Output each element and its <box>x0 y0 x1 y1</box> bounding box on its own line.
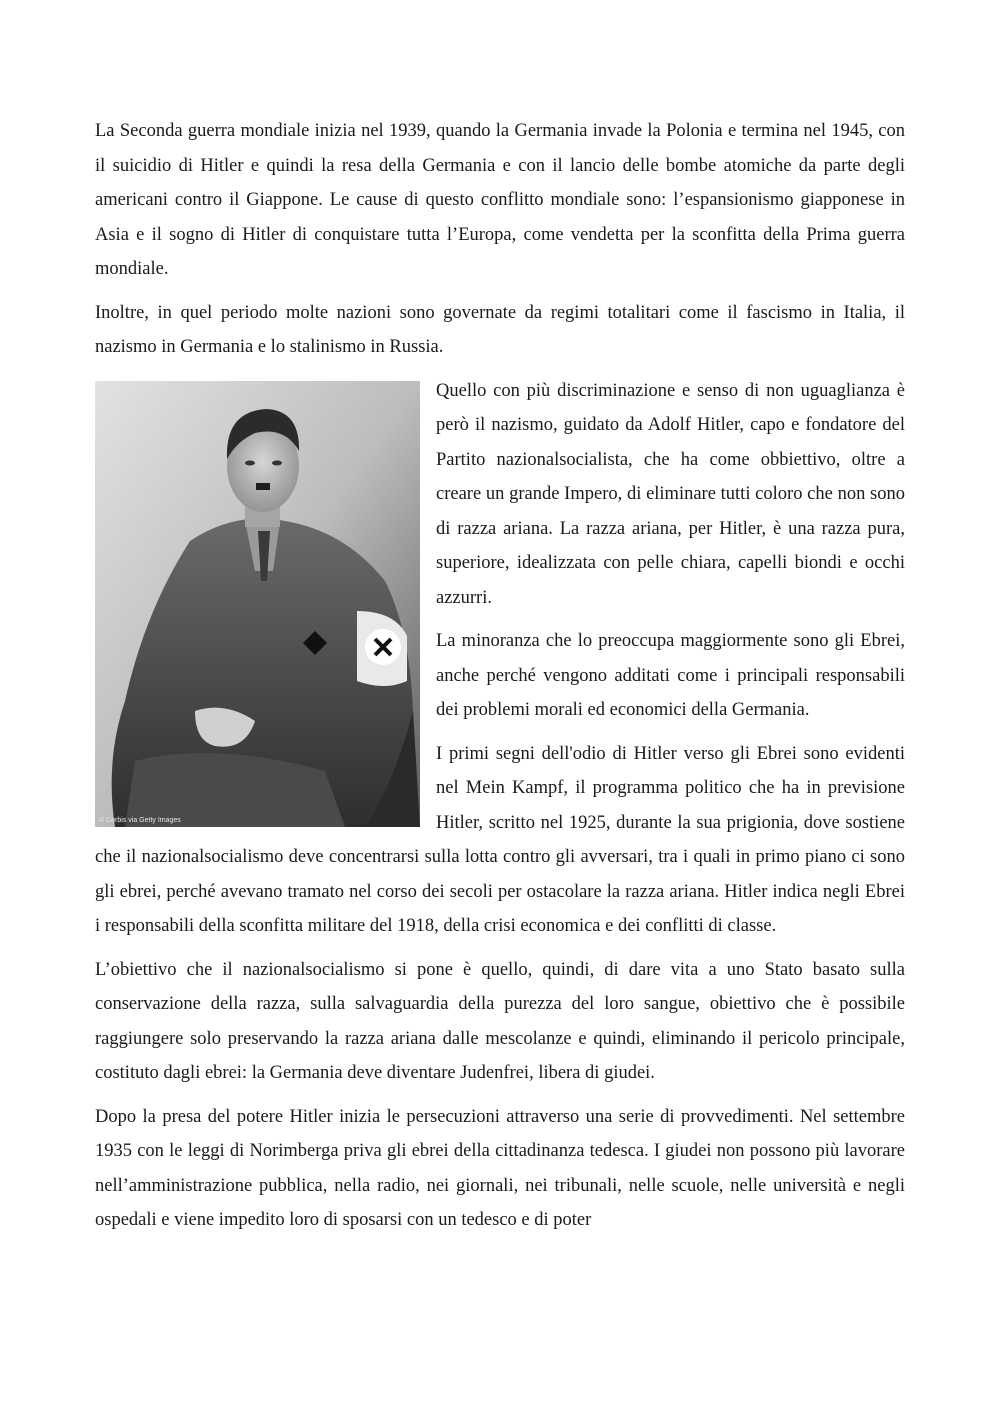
portrait-photo <box>95 381 420 827</box>
paragraph-4: La minoranza che lo preoccupa maggiormente sono gli Ebrei, anche perché vengono additati come i principali responsabili dei problemi morali ed economici della Germania. <box>436 631 905 720</box>
paragraph-5: I primi segni dell'odio di Hitler verso gli Ebrei sono evidenti nel Mein Kampf, il programma politico che ha in previsione Hitler, scritto nel 1925, durante la sua prigionia, dove sostiene che il nazionalsocialismo deve concentrarsi sulla lotta contro gli avversari, tra i quali in primo piano ci sono gli ebrei, perché avevano tramato nel corso dei secoli per ostacolare la razza ariana. Hitler indica negli Ebrei i responsabili della sconfitta militare del 1918, della crisi economica e dei conflitti di classe. <box>95 743 905 936</box>
paragraph-7: Dopo la presa del potere Hitler inizia le persecuzioni attraverso una serie di provvedimenti. Nel settembre 1935 con le leggi di Norimberga priva gli ebrei della cittadinanza tedesca. I giudei non possono più lavorare nell’amministrazione pubblica, nella radio, nei giornali, nei tribunali, nelle scuole, nelle università e negli ospedali e viene impedito loro di sposarsi con un tedesco e di poter <box>95 1106 905 1230</box>
paragraph-1: La Seconda guerra mondiale inizia nel 1939, quando la Germania invade la Polonia e termina nel 1945, con il suicidio di Hitler e quindi la resa della Germania e con il lancio delle bombe atomiche da parte degli americani contro il Giappone. Le cause di questo conflitto mondiale sono: l’espansionismo giapponese in Asia e il sogno di Hitler di conquistare tutta l’Europa, come vendetta per la sconfitta della Prima guerra mondiale. <box>95 121 905 279</box>
photo-credit: © Corbis via Getty Images <box>99 816 181 824</box>
portrait-photo-image <box>95 381 420 827</box>
document-body <box>95 114 905 1247</box>
paragraph-3: Quello con più discriminazione e senso di non uguaglianza è però il nazismo, guidato da Adolf Hitler, capo e fondatore del Partito nazionalsocialista, che ha come obbiettivo, oltre a creare un grande Impero, di eliminare tutti coloro che non sono di razza ariana. La razza ariana, per Hitler, è una razza pura, superiore, idealizzata con pelle chiara, capelli biondi e occhi azzurri. <box>436 380 905 608</box>
paragraph-6: L’obiettivo che il nazionalsocialismo si pone è quello, quindi, di dare vita a uno Stato basato sulla conservazione della razza, sulla salvaguardia della purezza del loro sangue, obiettivo che è possibile raggiungere solo preservando la razza ariana dalle mescolanze e quindi, eliminando il pericolo principale, costituto dagli ebrei: la Germania deve diventare Judenfrei, libera di giudei. <box>95 959 905 1083</box>
paragraph-2: Inoltre, in quel periodo molte nazioni sono governate da regimi totalitari come il fascismo in Italia, il nazismo in Germania e lo stalinismo in Russia. <box>95 302 905 357</box>
